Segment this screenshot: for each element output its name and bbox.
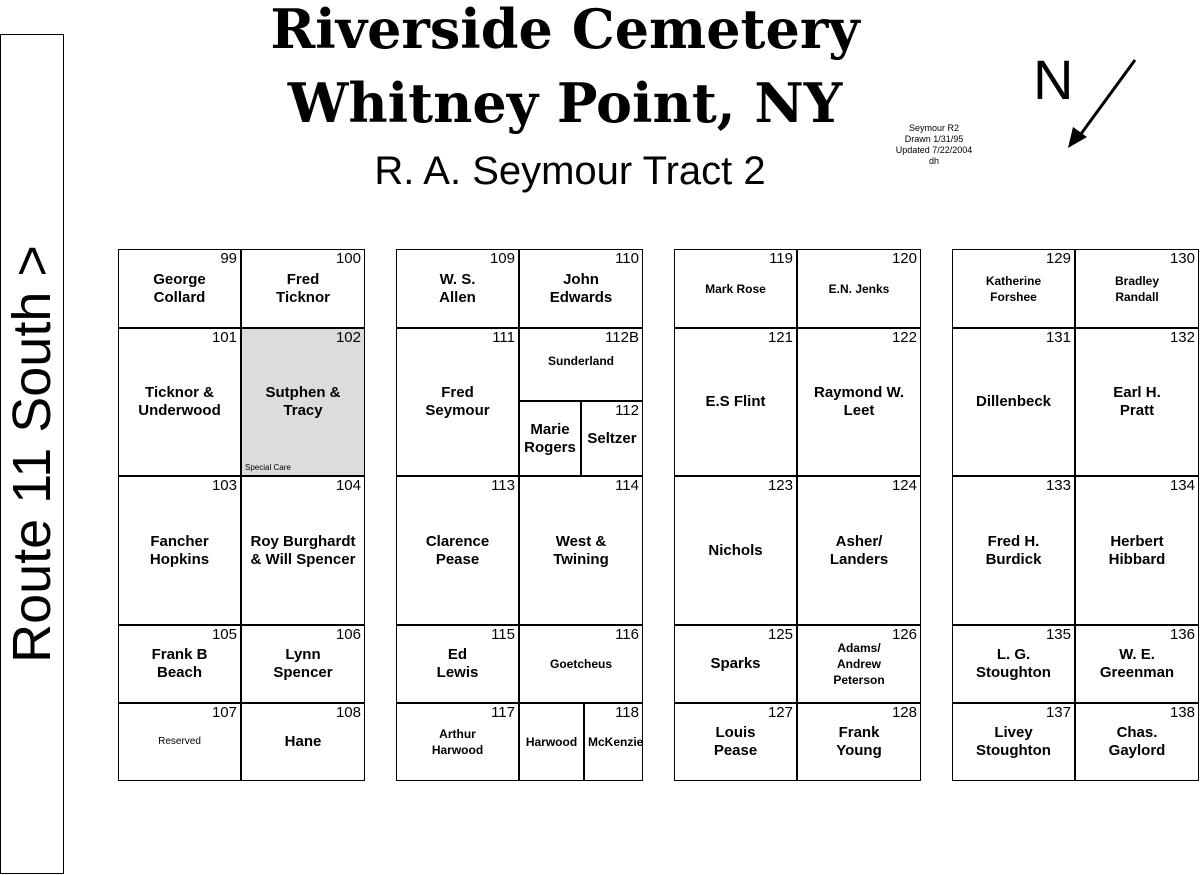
lot-owner-name: Raymond W. Leet [813,384,904,419]
lot-108[interactable] [241,703,365,781]
lot-note: Special Care [245,463,291,472]
lot-131[interactable] [952,328,1075,476]
lot-number: 101 [211,329,237,346]
lot-125[interactable] [674,625,797,703]
lot-127[interactable] [674,703,797,781]
lot-119[interactable] [674,249,797,328]
lot-owner-name: Katherine Forshee [985,273,1042,304]
lot-138[interactable] [1075,703,1199,781]
lot-111[interactable] [396,328,519,476]
lot-99[interactable] [118,249,241,328]
lot-number: 122 [891,329,917,346]
lot-owner-name: W. S. Allen [439,270,476,306]
lot-122[interactable] [797,328,921,476]
lot-number: 107 [211,704,237,721]
lot-owner-name: Nichols [708,541,763,559]
lot-109[interactable] [396,249,519,328]
map-info-line: dh [928,156,939,166]
lot-number: 118 [615,704,639,721]
lot-117[interactable] [396,703,519,781]
lot-116[interactable] [519,625,643,703]
lot-101[interactable] [118,328,241,476]
lot-103[interactable] [118,476,241,625]
lot-number: 136 [1169,626,1195,643]
north-label: N [1033,48,1074,111]
lot-owner-name: Mark Rose [705,281,766,296]
lot-107[interactable] [118,703,241,781]
lot-number: 125 [767,626,793,643]
lot-132[interactable] [1075,328,1199,476]
lot-owner-name: Lynn Spencer [273,646,333,681]
lot-owner-name: E.N. Jenks [828,281,890,296]
lot-number: 137 [1045,704,1071,721]
lot-owner-name: Livey Stoughton [976,724,1051,759]
map-title: Riverside Cemetery [270,0,860,61]
lot-owner-name: Dillenbeck [975,393,1052,410]
lot-number: 123 [767,477,793,494]
lot-owner-name: Ticknor & Underwood [138,384,221,419]
lot-owner-name: George Collard [153,270,206,306]
lot-number: 132 [1169,329,1195,346]
lot-owner-name: Goetcheus [549,657,612,671]
lot-number: 130 [1169,250,1195,267]
lot-owner-name: Sunderland [547,353,614,368]
lot-owner-name: Louis Pease [713,724,758,759]
lot-number: 106 [335,626,361,643]
lot-owner-name: Harwood [525,735,578,749]
lot-number: 102 [335,329,361,346]
lot-number: 129 [1045,250,1071,267]
lot-number: 135 [1045,626,1071,643]
lot-number: 110 [615,250,639,267]
lot-owner-name: Herbert Hibbard [1108,532,1166,568]
lot-134[interactable] [1075,476,1199,625]
lot-owner-name: Marie Rogers [524,420,576,456]
lot-121[interactable] [674,328,797,476]
lot-number: 134 [1169,477,1195,494]
lot-owner-name: Adams/ Andrew Peterson [833,641,885,687]
map-location: Whitney Point, NY [287,71,843,135]
lot-number: 109 [489,250,515,267]
lot-owner-name: Fred H. Burdick [985,532,1042,568]
lot-135[interactable] [952,625,1075,703]
lot-136[interactable] [1075,625,1199,703]
lot-number: 113 [491,477,515,494]
map-info-line: Drawn 1/31/95 [904,134,964,144]
lot-number: 114 [615,477,639,494]
lot-number: 111 [492,329,515,346]
lot-number: 105 [211,626,237,643]
lot-number: 117 [491,704,515,721]
lot-owner-name: Fred Seymour [425,384,490,419]
lot-120[interactable] [797,249,921,328]
lot-owner-name: Hane [284,733,322,750]
lot-owner-name: Reserved [158,736,201,747]
lot-133[interactable] [952,476,1075,625]
lot-owner-name: Bradley Randall [1114,273,1160,304]
lot-106[interactable] [241,625,365,703]
lot-104[interactable] [241,476,365,625]
lot-102[interactable] [241,328,365,476]
lot-number: 133 [1045,477,1071,494]
lot-number: 127 [767,704,793,721]
lot-owner-name: West & Twining [553,532,609,568]
lot-number: 131 [1045,329,1071,346]
lot-owner-name: Frank B Beach [151,646,208,681]
lot-129[interactable] [952,249,1075,328]
lot-number: 138 [1169,704,1195,721]
lot-number: 116 [615,626,639,643]
lot-105[interactable] [118,625,241,703]
lot-number: 126 [891,626,917,643]
lot-number: 100 [335,250,361,267]
lot-owner-name: Asher/ Landers [829,532,889,568]
lot-owner-name: Ed Lewis [436,646,479,681]
lot-114[interactable] [519,476,643,625]
lot-128[interactable] [797,703,921,781]
lot-number: 103 [211,477,237,494]
lot-110[interactable] [519,249,643,328]
lot-123[interactable] [674,476,797,625]
lot-owner-name: Chas. Gaylord [1108,724,1166,759]
lot-112[interactable] [581,401,643,476]
lot-100[interactable] [241,249,365,328]
lot-owner-name: W. E. Greenman [1099,646,1175,681]
lot-118[interactable] [584,703,643,781]
lot-115[interactable] [396,625,519,703]
lot-113[interactable] [396,476,519,625]
lot-number: 108 [335,704,361,721]
lot-owner-name: E.S Flint [705,393,766,410]
map-subtitle: R. A. Seymour Tract 2 [374,149,766,193]
lot-number: 112B [605,329,639,346]
lot-number: 99 [220,250,237,267]
lot-owner-name: John Edwards [549,270,613,306]
lot-owner-name: Arthur Harwood [431,727,484,757]
lot-126[interactable] [797,625,921,703]
lot-owner-name: Clarence Pease [425,532,490,568]
map-info-line: Seymour R2 [908,123,960,133]
map-info-line: Updated 7/22/2004 [895,145,973,155]
lot-owner-name: McKenzie [588,735,644,749]
lot-number: 104 [335,477,361,494]
lot-137[interactable] [952,703,1075,781]
lot-owner-name: Earl H. Pratt [1113,384,1161,419]
lot-owner-name: Frank Young [836,724,882,759]
lot-unnumbered-14[interactable] [519,401,581,476]
north-arrow-icon [1060,55,1140,150]
lot-owner-name: L. G. Stoughton [976,646,1051,681]
lot-owner-name: Fancher Hopkins [149,532,210,568]
lot-124[interactable] [797,476,921,625]
road-label-wrap [0,34,64,874]
lot-number: 120 [891,250,917,267]
lot-112B[interactable] [519,328,643,401]
lot-number: 112 [615,402,639,419]
road-label: Route 11 South > [2,245,63,663]
lot-number: 119 [769,250,793,267]
lot-unnumbered-21[interactable] [519,703,584,781]
lot-number: 115 [491,626,515,643]
lot-number: 121 [767,329,793,346]
lot-owner-name: Roy Burghardt & Will Spencer [250,532,356,568]
lot-owner-name: Sparks [710,655,761,672]
lot-130[interactable] [1075,249,1199,328]
lot-owner-name: Sutphen & Tracy [265,384,341,419]
lot-number: 124 [891,477,917,494]
map-info [880,123,988,167]
lot-owner-name: Fred Ticknor [276,270,330,306]
lot-owner-name: Seltzer [587,429,637,447]
lot-number: 128 [891,704,917,721]
